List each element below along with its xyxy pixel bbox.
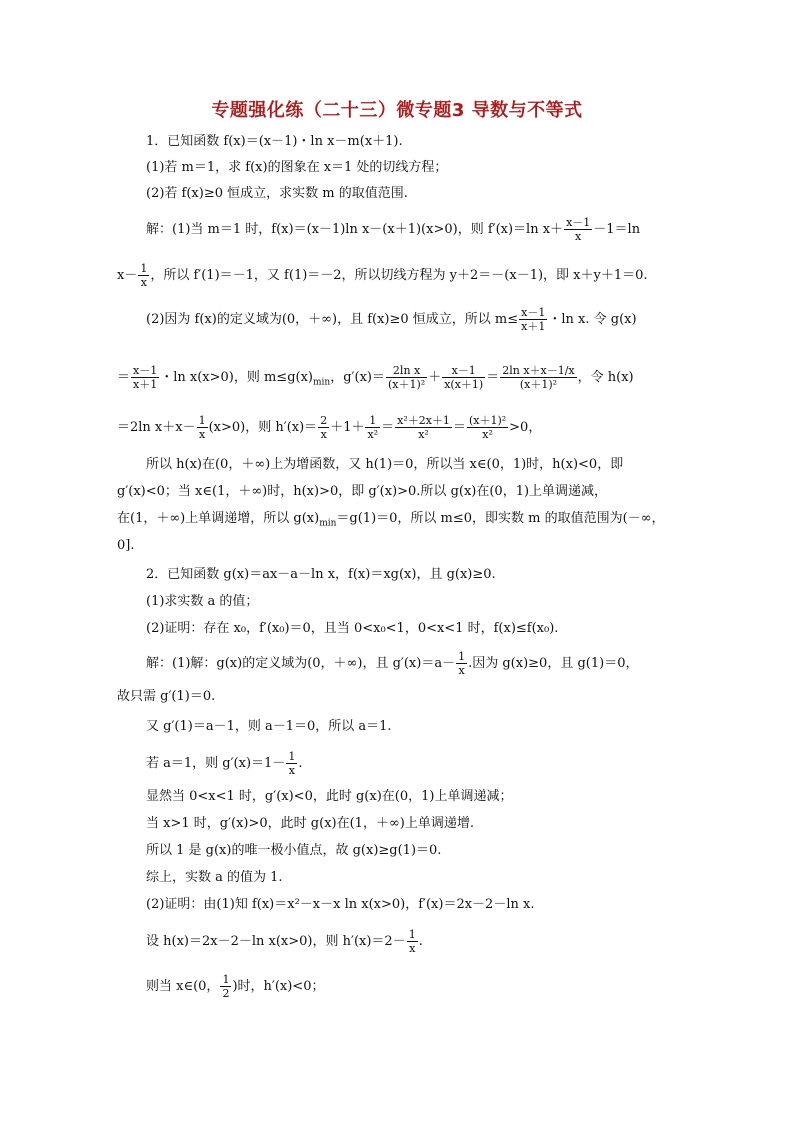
solution-2-line-9: (2)证明：由(1)知 f(x)＝x²－x－x ln x(x>0)，f′(x)＝2x－2－ln x.	[146, 897, 535, 912]
text-segment: 在(1，＋∞)上单调递增，所以 g(x)	[117, 511, 320, 526]
fraction	[519, 306, 547, 333]
solution-2-line-6: 当 x>1 时，g′(x)>0，此时 g(x)在(1，＋∞)上单调递增.	[146, 816, 474, 831]
numerator: x²＋2x＋1	[397, 414, 450, 427]
denominator: x＋1	[521, 320, 546, 333]
text-segment: ，所以 f′(1)＝－1，又 f(1)＝－2，所以切线方程为 y＋2＝－(x－1)，即 x＋y＋1＝0.	[150, 268, 648, 283]
fraction	[407, 928, 418, 955]
fraction	[131, 364, 159, 391]
text-segment: ＋1＋	[330, 420, 365, 435]
numerator: 1	[369, 414, 377, 427]
denominator: x＋1	[133, 378, 158, 391]
text-segment: ＝	[117, 370, 131, 385]
text-segment: x－	[117, 268, 138, 283]
fraction	[395, 414, 452, 441]
solution-1-line-7: g′(x)<0；当 x∈(1，＋∞)时，h(x)>0，即 g′(x)>0.所以 g(x)在(0，1)上单调递减，	[117, 484, 608, 499]
text-segment: ，令 h(x)	[577, 370, 634, 385]
denominator: x	[318, 427, 329, 441]
denominator: x	[286, 763, 297, 777]
denominator: x²	[395, 427, 452, 441]
text-segment: ＝2ln x＋x－	[117, 420, 196, 435]
solution-2-line-4	[146, 750, 302, 777]
numerator: x－1	[566, 216, 591, 229]
numerator: (x＋1)²	[468, 414, 507, 427]
denominator: x(x＋1)	[444, 378, 484, 391]
text-segment: .	[418, 934, 423, 949]
text-segment: 解：(1)当 m＝1 时，f(x)＝(x－1)ln x－(x＋1)(x>0)，则 f′(x)＝ln x＋	[146, 222, 564, 237]
text-segment: 解：(1)解：g(x)的定义域为(0，＋∞)，且 g′(x)＝a－	[146, 656, 456, 671]
text-segment: －1＝ln	[593, 222, 641, 237]
text-segment: 设 h(x)＝2x－2－ln x(x>0)，则 h′(x)＝2－	[146, 934, 406, 949]
problem-1-part-1: (1)若 m＝1，求 f(x)的图象在 x＝1 处的切线方程；	[146, 160, 448, 175]
problem-2-statement: 2．已知函数 g(x)＝ax－a－ln x，f(x)＝xg(x)，且 g(x)≥0.	[146, 567, 496, 582]
solution-1-line-1	[146, 216, 640, 243]
denominator: x²	[467, 427, 508, 441]
problem-2-part-1: (1)求实数 a 的值；	[146, 594, 259, 609]
fraction	[318, 414, 329, 441]
text-segment: ，g′(x)＝	[330, 370, 385, 385]
denominator: x	[456, 663, 467, 677]
fraction	[564, 216, 592, 243]
text-segment: >0，	[509, 420, 542, 435]
solution-1-line-8	[117, 510, 665, 533]
denominator: x	[407, 941, 418, 955]
numerator: 1	[458, 650, 466, 663]
fraction	[467, 414, 508, 441]
numerator: 1	[408, 928, 416, 941]
text-segment: (2)因为 f(x)的定义域为(0，＋∞)，且 f(x)≥0 恒成立，所以 m≤	[146, 312, 519, 327]
subscript-min: min	[319, 518, 337, 529]
text-segment: ・ln x(x>0)，则 m≤g(x)	[160, 370, 314, 385]
denominator: x²	[367, 428, 379, 441]
solution-2-line-2: 故只需 g′(1)＝0.	[117, 689, 216, 704]
page-title: 专题强化练（二十三）微专题3 导数与不等式	[211, 100, 583, 121]
fraction	[138, 262, 149, 289]
text-segment: (x>0)，则 h′(x)＝	[208, 420, 318, 435]
numerator: 1	[198, 414, 206, 427]
numerator: x－1	[521, 306, 546, 319]
denominator: x	[564, 229, 592, 243]
text-segment: ・ln x. 令 g(x)	[548, 312, 637, 327]
fraction	[365, 414, 380, 441]
text-segment: ＝	[486, 370, 500, 385]
solution-1-line-6: 所以 h(x)在(0，＋∞)上为增函数，又 h(1)＝0，所以当 x∈(0，1)时，h(x)<0，即	[146, 457, 624, 472]
solution-2-line-11	[146, 973, 324, 1000]
solution-1-line-4	[117, 364, 634, 393]
denominator: (x＋1)²	[387, 378, 426, 391]
solution-1-line-9: 0].	[117, 538, 135, 553]
text-segment: 则当 x∈(0，	[146, 979, 220, 994]
text-segment: ＋	[428, 370, 442, 385]
numerator: 1	[140, 262, 148, 275]
numerator: 2ln x	[392, 364, 421, 377]
solution-2-line-1	[146, 650, 638, 677]
fraction	[286, 750, 297, 777]
solution-2-line-3: 又 g′(1)＝a－1，则 a－1＝0，所以 a＝1.	[146, 719, 392, 734]
denominator: 2	[222, 987, 230, 1000]
text-segment: .	[298, 756, 303, 771]
solution-2-line-8: 综上，实数 a 的值为 1.	[146, 870, 283, 885]
text-segment: .因为 g(x)≥0，且 g(1)＝0，	[468, 656, 639, 671]
numerator: 1	[288, 750, 296, 763]
numerator: x－1	[133, 364, 158, 377]
fraction	[220, 973, 231, 1000]
text-segment: ＝	[381, 420, 395, 435]
solution-2-line-7: 所以 1 是 g(x)的唯一极小值点，故 g(x)≥g(1)＝0.	[146, 843, 442, 858]
fraction	[442, 364, 485, 391]
solution-1-line-5	[117, 414, 541, 441]
fraction	[386, 364, 427, 391]
numerator: x－1	[451, 364, 476, 377]
solution-1-line-2	[117, 262, 648, 289]
denominator: x	[197, 427, 208, 441]
denominator: (x＋1)²	[500, 377, 576, 391]
fraction	[197, 414, 208, 441]
problem-1-statement: 1．已知函数 f(x)＝(x－1)・ln x－m(x＋1).	[146, 134, 403, 149]
text-segment: )时，h′(x)<0；	[232, 979, 325, 994]
numerator: 1	[222, 973, 230, 986]
denominator: x	[138, 275, 149, 289]
text-segment: ＝g(1)＝0，所以 m≤0，即实数 m 的取值范围为(－∞，	[336, 511, 665, 526]
solution-2-line-10	[146, 928, 423, 955]
solution-1-line-3	[146, 306, 637, 333]
subscript-min: min	[313, 377, 331, 388]
text-segment: ＝	[452, 420, 466, 435]
numerator: 2	[320, 414, 328, 427]
text-segment: 若 a＝1，则 g′(x)＝1－	[146, 756, 286, 771]
numerator: 2ln x＋x－1/x	[502, 364, 575, 377]
problem-1-part-2: (2)若 f(x)≥0 恒成立，求实数 m 的取值范围.	[146, 186, 408, 201]
fraction	[500, 364, 576, 391]
solution-2-line-5: 显然当 0<x<1 时，g′(x)<0，此时 g(x)在(0，1)上单调递减；	[146, 789, 513, 804]
fraction	[456, 650, 467, 677]
problem-2-part-2: (2)证明：存在 x₀，f′(x₀)＝0，且当 0<x₀<1，0<x<1 时，f(x)≤f(x₀).	[146, 621, 559, 636]
